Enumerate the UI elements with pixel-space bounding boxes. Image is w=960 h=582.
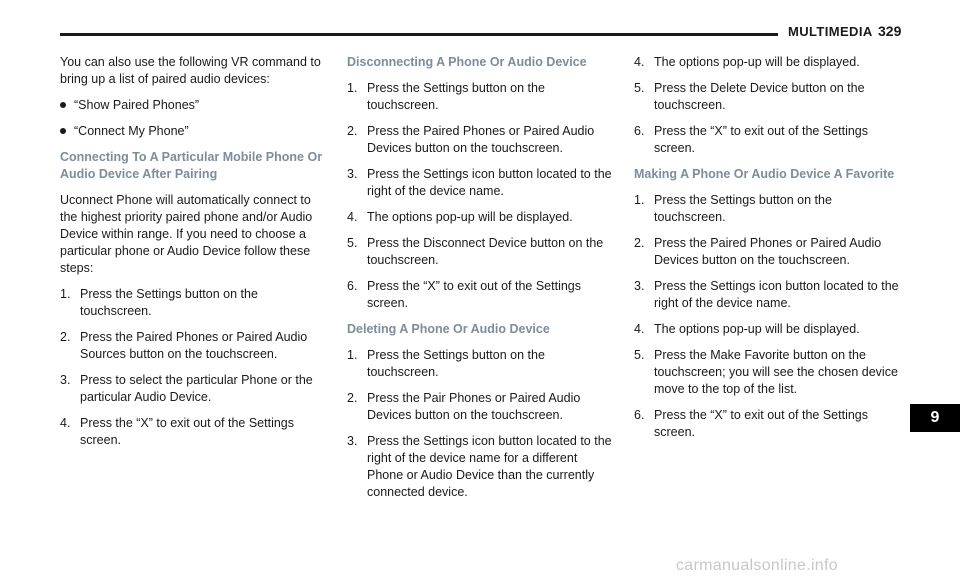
list-item: 2. Press the Paired Phones or Paired Audio Devices button on the touchscreen. bbox=[634, 236, 882, 267]
list-item: 2. Press the Paired Phones or Paired Audio Devices button on the touchscreen. bbox=[347, 124, 595, 155]
steps-list bbox=[347, 347, 613, 501]
steps-list bbox=[634, 192, 906, 441]
list-item: 2. Press the Paired Phones or Paired Audio Sources button on the touchscreen. bbox=[60, 330, 308, 361]
list-item: 1. Press the Settings button on the touchscreen. bbox=[60, 287, 258, 318]
steps-list bbox=[60, 286, 328, 449]
header-rule bbox=[60, 33, 778, 36]
bullet-icon bbox=[60, 102, 66, 108]
body-paragraph: Uconnect Phone will automatically connect to the highest priority paired phone and/or Audio Device within range. If you need to choose a particular phone or Audio Device follow these steps: bbox=[60, 193, 313, 275]
section-heading: Disconnecting A Phone Or Audio Device bbox=[347, 55, 587, 69]
column-2 bbox=[347, 54, 613, 510]
list-item: 5. Press the Make Favorite button on the touchscreen; you will see the chosen device move to the top of the list. bbox=[634, 348, 898, 396]
list-item: 4. The options pop-up will be displayed. bbox=[634, 55, 860, 69]
list-item: 1. Press the Settings button on the touchscreen. bbox=[347, 348, 545, 379]
list-item: 5. Press the Disconnect Device button on the touchscreen. bbox=[347, 236, 604, 267]
section-heading: Connecting To A Particular Mobile Phone Or Audio Device After Pairing bbox=[60, 150, 323, 181]
list-item: 6. Press the “X” to exit out of the Settings screen. bbox=[634, 408, 868, 439]
vr-command-list bbox=[60, 97, 328, 140]
page-number: 329 bbox=[878, 23, 902, 39]
chapter-tab: 9 bbox=[910, 404, 960, 432]
watermark-text: carmanualsonline.info bbox=[676, 557, 838, 574]
section-heading: Deleting A Phone Or Audio Device bbox=[347, 322, 550, 336]
list-item: 2. Press the Pair Phones or Paired Audio Devices button on the touchscreen. bbox=[347, 391, 581, 422]
section-title: MULTIMEDIA bbox=[788, 24, 873, 39]
list-item: “Show Paired Phones” bbox=[60, 97, 328, 114]
list-item: 5. Press the Delete Device button on the touchscreen. bbox=[634, 81, 865, 112]
section-heading: Making A Phone Or Audio Device A Favorite bbox=[634, 167, 895, 181]
list-item: 6. Press the “X” to exit out of the Settings screen. bbox=[347, 279, 581, 310]
list-item: 3. Press the Settings icon button located to the right of the device name. bbox=[347, 167, 612, 198]
column-3 bbox=[634, 54, 906, 450]
list-item: 1. Press the Settings button on the touchscreen. bbox=[347, 81, 545, 112]
list-item: 4. Press the “X” to exit out of the Settings screen. bbox=[60, 416, 294, 447]
bullet-icon bbox=[60, 128, 66, 134]
intro-paragraph: You can also use the following VR command to bring up a list of paired audio devices: bbox=[60, 55, 321, 86]
list-item: 3. Press to select the particular Phone or the particular Audio Device. bbox=[60, 373, 313, 404]
column-1 bbox=[60, 54, 328, 458]
list-item: 6. Press the “X” to exit out of the Settings screen. bbox=[634, 124, 868, 155]
list-item: 3. Press the Settings icon button located to the right of the device name for a different Phone or Audio Device than the currently connected device. bbox=[347, 434, 612, 499]
list-item: 1. Press the Settings button on the touchscreen. bbox=[634, 193, 832, 224]
list-item: 3. Press the Settings icon button located to the right of the device name. bbox=[634, 279, 899, 310]
steps-list-continued bbox=[634, 54, 906, 157]
steps-list bbox=[347, 80, 613, 312]
list-item: “Connect My Phone” bbox=[60, 123, 328, 140]
list-item: 4. The options pop-up will be displayed. bbox=[634, 322, 860, 336]
list-item: 4. The options pop-up will be displayed. bbox=[347, 210, 573, 224]
